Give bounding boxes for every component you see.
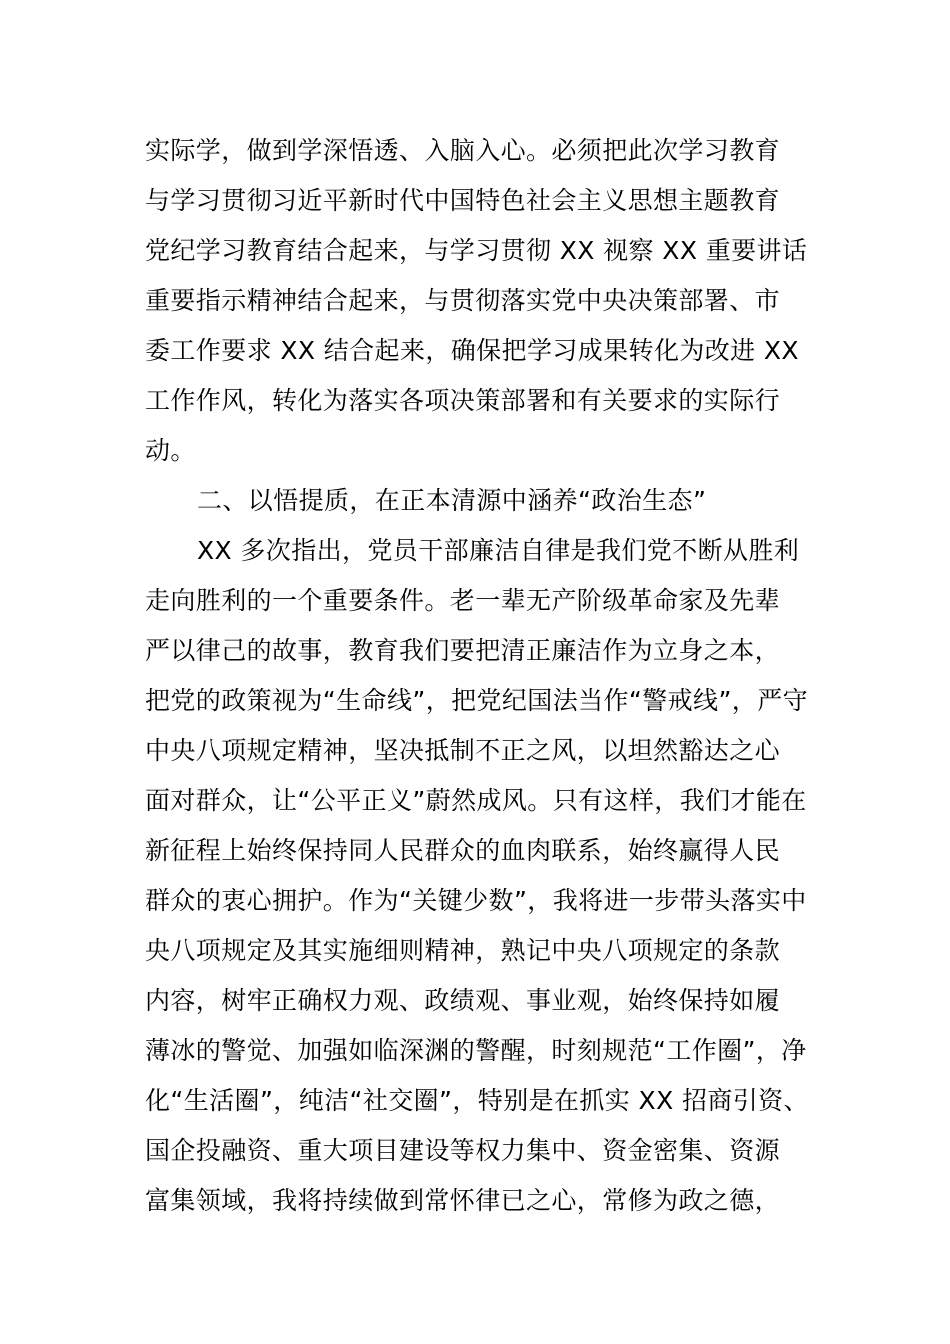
paragraph-first-line: XX 多次指出，党员干部廉洁自律是我们党不断从胜利 — [197, 536, 800, 565]
text-line: 新征程上始终保持同人民群众的血肉联系，始终赢得人民 — [145, 836, 781, 865]
text-line: 委工作要求 XX 结合起来，确保把学习成果转化为改进 XX — [145, 336, 799, 365]
text-line: 面对群众，让“公平正义”蔚然成风。只有这样，我们才能在 — [145, 786, 807, 815]
text-line: 薄冰的警觉、加强如临深渊的警醒，时刻规范“工作圈”，净 — [145, 1036, 807, 1065]
text-line: 动。 — [145, 436, 196, 465]
text-line: 内容，树牢正确权力观、政绩观、事业观，始终保持如履 — [145, 986, 781, 1015]
text-line: 与学习贯彻习近平新时代中国特色社会主义思想主题教育 — [145, 186, 781, 215]
text-line: 国企投融资、重大项目建设等权力集中、资金密集、资源 — [145, 1136, 781, 1165]
text-line: 走向胜利的一个重要条件。老一辈无产阶级革命家及先辈 — [145, 586, 781, 615]
text-line: 把党的政策视为“生命线”，把党纪国法当作“警戒线”，严守 — [145, 686, 809, 715]
text-line: 严以律己的故事，教育我们要把清正廉洁作为立身之本， — [145, 636, 781, 665]
text-line: 工作作风，转化为落实各项决策部署和有关要求的实际行 — [145, 386, 781, 415]
text-line: 群众的衷心拥护。作为“关键少数”，我将进一步带头落实中 — [145, 886, 807, 915]
text-line: 化“生活圈”，纯洁“社交圈”，特别是在抓实 XX 招商引资、 — [145, 1086, 809, 1115]
text-line: 富集领域，我将持续做到常怀律已之心，常修为政之德， — [145, 1186, 781, 1215]
text-line: 央八项规定及其实施细则精神，熟记中央八项规定的条款 — [145, 936, 781, 965]
text-line: 重要指示精神结合起来，与贯彻落实党中央决策部署、市 — [145, 286, 781, 315]
text-line: 实际学，做到学深悟透、入脑入心。必须把此次学习教育 — [145, 136, 781, 165]
text-line: 党纪学习教育结合起来，与学习贯彻 XX 视察 XX 重要讲话 — [145, 236, 808, 265]
section-heading: 二、以悟提质，在正本清源中涵养“政治生态” — [197, 486, 707, 515]
text-line: 中央八项规定精神，坚决抵制不正之风，以坦然豁达之心 — [145, 736, 781, 765]
document-body — [145, 126, 825, 1226]
